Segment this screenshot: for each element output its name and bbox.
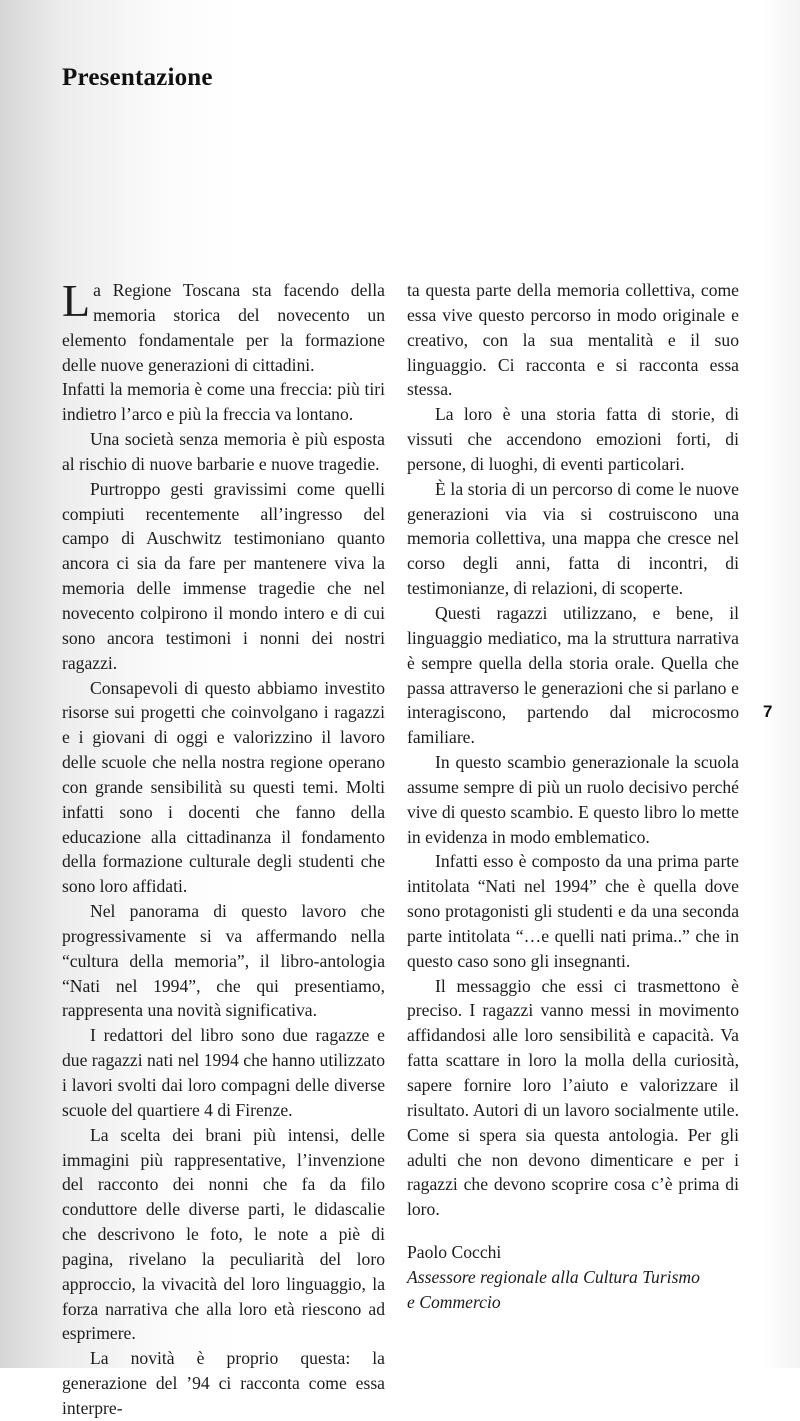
right-text-column (407, 278, 739, 1315)
paragraph: Consapevoli di questo abbiamo investito risorse sui progetti che coinvolgano i ragazzi e i giovani di oggi e valorizzino il lavoro delle scuole che nella nostra regione operano con grande sensibilità su questi temi. Molti infatti sono i docenti che fanno della educazione alla cittadinanza il fondamento della formazione culturale degli studenti che sono loro affidati. (62, 677, 385, 897)
left-text-column (62, 275, 385, 1421)
paragraph: Nel panorama di questo lavoro che progressivamente si va affermando nella “cultura della memoria”, il libro-antologia “Nati nel 1994”, che qui presentiamo, rappresenta una novità significativa. (62, 901, 385, 1021)
paragraph: Purtroppo gesti gravissimi come quelli compiuti recentemente all’ingresso del campo di Auschwitz testimoniano quanto ancora ci sia da fare per mantenere viva la memoria delle immense tragedie che nel novecento colpirono il mondo intero e di cui sono ancora testimoni i nonni dei nostri ragazzi. (62, 478, 385, 673)
paragraph: La Regione Toscana sta facendo della memoria storica del novecento un elemento fondamentale per la formazione delle nuove generazioni di cittadini. (62, 275, 385, 375)
paragraph: Infatti la memoria è come una freccia: più tiri indietro l’arco e più la freccia va lontano. (62, 379, 385, 425)
paragraph: È la storia di un percorso di come le nuove generazioni via via si costruiscono una memoria collettiva, una mappa che cresce nel corso degli anni, fatta di incontri, di testimonianze, di relazioni, di scoperte. (407, 478, 739, 599)
paragraph: Questi ragazzi utilizzano, e bene, il linguaggio mediatico, ma la struttura narrativa è sempre quella della storia orale. Quella che passa attraverso le generazioni che si parlano e interagiscono, partendo dal microcosmo familiare. (407, 602, 739, 748)
paragraph: Una società senza memoria è più esposta al rischio di nuove barbarie e nuove tragedie. (62, 429, 385, 474)
signature-name: Paolo Cocchi (407, 1242, 502, 1263)
paragraph: La scelta dei brani più intensi, delle immagini più rappresentative, l’invenzione del racconto dei nonni che fa da filo conduttore delle diverse parti, le didascalie che descrivono le foto, le note a piè di pagina, rivelano la peculiarità del loro approccio, la vivacità del loro linguaggio, la forza narrativa che alla loro età riescono ad esprimere. (62, 1124, 385, 1344)
paragraph: La novità è proprio questa: la generazione del ’94 ci racconta come essa interpre- (62, 1348, 385, 1418)
signature-role: Assessore regionale alla Cultura Turismo (407, 1266, 700, 1287)
page-number: 7 (763, 702, 773, 721)
paragraph: I redattori del libro sono due ragazze e due ragazzi nati nel 1994 che hanno utilizzato i lavori svolti dai loro compagni delle diverse scuole del quartiere 4 di Firenze. (62, 1025, 385, 1120)
paragraph: ta questa parte della memoria collettiva, come essa vive questo percorso in modo originale e creativo, con la sua mentalità e il suo linguaggio. Ci racconta e si racconta essa stessa. (407, 280, 739, 400)
paragraph: Infatti esso è composto da una prima parte intitolata “Nati nel 1994” che è quella dove sono protagonisti gli studenti e da una seconda parte intitolata “…e quelli nati prima..” che in questo caso sono gli insegnanti. (407, 851, 739, 971)
paragraph: La loro è una storia fatta di storie, di vissuti che accendono emozioni forti, di persone, di luoghi, di eventi particolari. (407, 404, 739, 474)
paragraph: Il messaggio che essi ci trasmettono è preciso. I ragazzi vanno messi in movimento affidandosi alle loro sensibilità e capacità. Va fatta scattare in loro la molla della curiosità, sapere fornire loro l’aiuto e valorizzare il risultato. Autori di un lavoro socialmente utile. Come si spera sia questa antologia. Per gli adulti che non devono dimenticare e per i ragazzi che devono scoprire cosa c’è prima di loro. (407, 975, 739, 1220)
signature-role-continued: e Commercio (407, 1291, 501, 1312)
page-title: Presentazione (62, 64, 213, 91)
paragraph: In questo scambio generazionale la scuola assume sempre di più un ruolo decisivo perché vive di questo scambio. E questo libro lo mette in evidenza in modo emblematico. (407, 752, 739, 847)
